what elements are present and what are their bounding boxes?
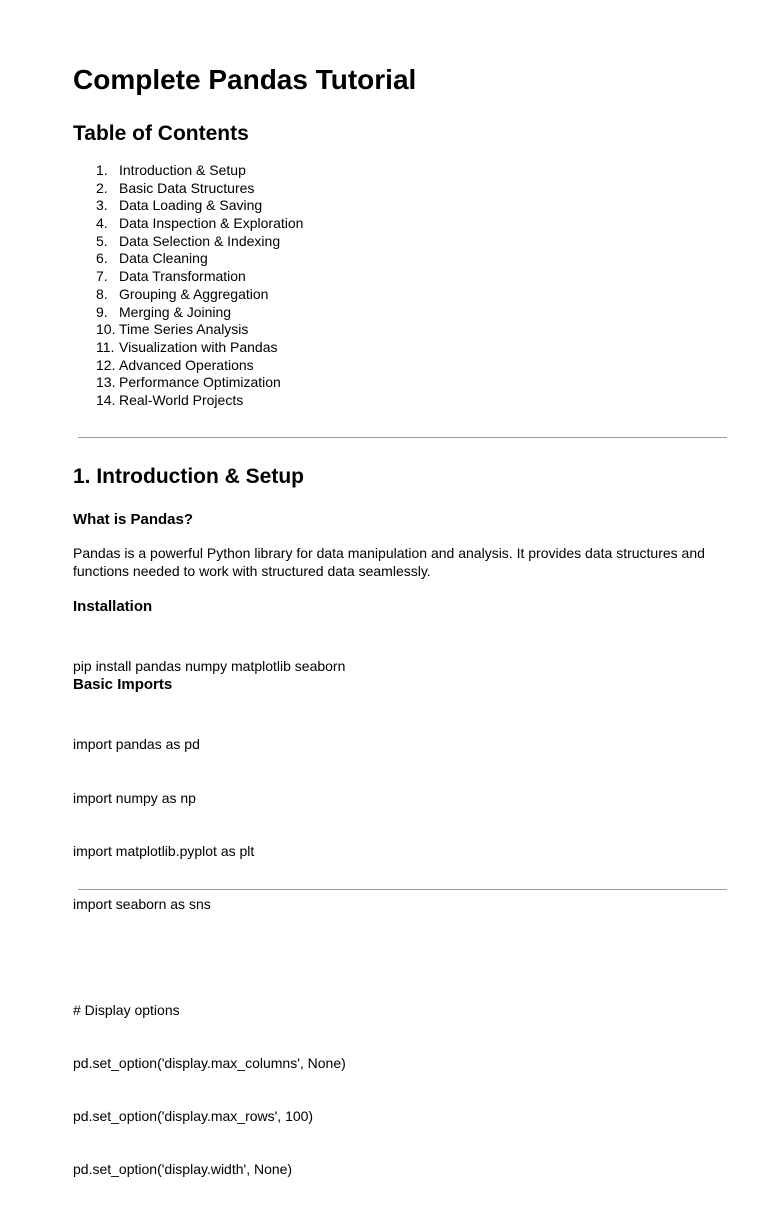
toc-item-label: Introduction & Setup (119, 162, 246, 178)
code-line: pd.set_option('display.max_rows', 100) (73, 1108, 314, 1125)
toc-item-label: Data Loading & Saving (119, 197, 263, 214)
paragraph-what-is-pandas: Pandas is a powerful Python library for data manipulation and analysis. It provides data structures and functions needed to work with structured data seamlessly. (73, 545, 705, 579)
subsection-heading-what-is-pandas: What is Pandas? (73, 511, 194, 528)
toc-item-label: Advanced Operations (119, 356, 254, 373)
toc-item-number: 13. (96, 374, 116, 391)
toc-item-number: 5. (96, 232, 108, 249)
document-title: Complete Pandas Tutorial (73, 64, 417, 95)
toc-item-number: 3. (96, 197, 108, 214)
subsection-heading-installation: Installation (73, 598, 153, 615)
code-line: pip install pandas numpy matplotlib seaborn (73, 658, 346, 675)
code-line: import numpy as np (73, 789, 196, 806)
subsection-heading-basic-imports: Basic Imports (73, 676, 173, 693)
code-line: import seaborn as sns (73, 895, 211, 912)
code-line: import matplotlib.pyplot as plt (73, 842, 255, 859)
toc-item-label: Grouping & Aggregation (119, 285, 269, 302)
code-line: # Display options (73, 1001, 180, 1018)
toc-item-number: 14. (96, 391, 116, 408)
toc-item-label: Visualization with Pandas (119, 338, 278, 355)
section-divider (78, 889, 727, 890)
toc-heading: Table of Contents (73, 122, 249, 145)
toc-item-label: Real-World Projects (119, 391, 244, 408)
toc-item-number: 12. (96, 356, 116, 373)
toc-item-label: Merging & Joining (119, 303, 232, 320)
code-line (73, 949, 346, 967)
code-line: import pandas as pd (73, 736, 200, 753)
toc-item-number: 11. (96, 338, 115, 355)
toc-item-label: Performance Optimization (119, 374, 281, 391)
toc-item-number: 9. (96, 303, 108, 320)
toc-item-label: Data Inspection & Exploration (119, 215, 304, 232)
section-divider (78, 437, 727, 438)
code-line: pd.set_option('display.width', None) (73, 1161, 293, 1178)
toc-item-number: 6. (96, 250, 108, 267)
toc-item-label: Data Selection & Indexing (119, 232, 281, 249)
toc-item-number: 2. (96, 179, 108, 196)
toc-item-number: 1. (96, 162, 108, 178)
section-title: 1. Introduction & Setup (73, 465, 304, 488)
code-block-basic-imports (73, 701, 346, 1214)
toc-item-number: 7. (96, 268, 108, 285)
code-block-installation (73, 623, 345, 712)
toc-item-label: Time Series Analysis (119, 321, 249, 338)
toc-item-label: Data Transformation (119, 268, 246, 285)
toc-item-label: Data Cleaning (119, 250, 208, 267)
toc-item-label: Basic Data Structures (119, 179, 255, 196)
code-line: pd.set_option('display.max_columns', None) (73, 1054, 346, 1071)
toc-item-number: 8. (96, 285, 108, 302)
toc-item-number: 4. (96, 215, 108, 232)
toc-item-number: 10. (96, 321, 116, 338)
